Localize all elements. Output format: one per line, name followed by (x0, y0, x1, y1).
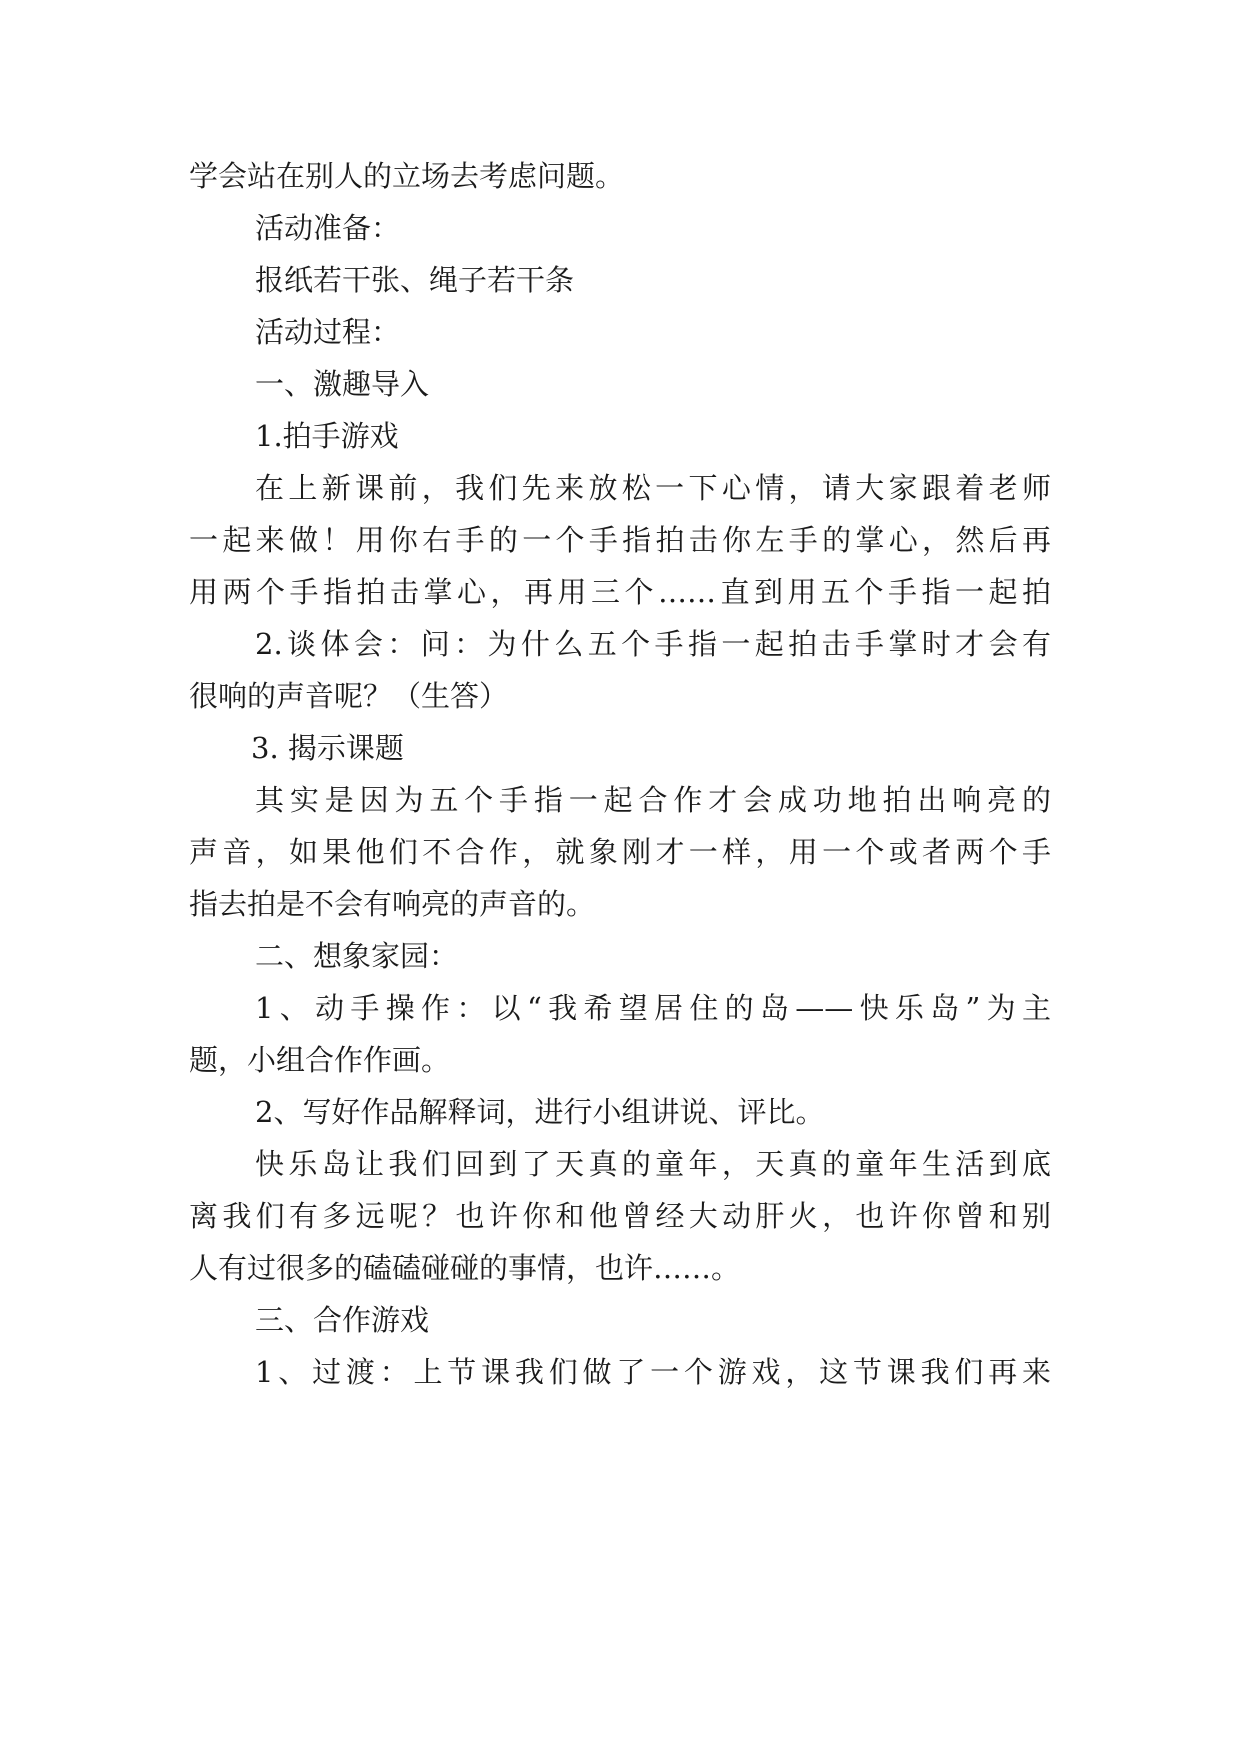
section-heading-3: 三、合作游戏 (255, 1303, 430, 1337)
paragraph-line: 用两个手指拍击掌心，再用三个……直到用五个手指一起拍 (189, 575, 1051, 609)
paragraph-line: 很响的声音呢？（生答） (189, 679, 509, 713)
paragraph-line: 指去拍是不会有响亮的声音的。 (189, 887, 596, 921)
paragraph-line: 2、写好作品解释词，进行小组讲说、评比。 (255, 1095, 825, 1129)
text-line: 报纸若干张、绳子若干条 (255, 263, 575, 297)
paragraph-line: 1、动手操作：以“我希望居住的岛——快乐岛”为主 (255, 991, 1051, 1025)
paragraph-line: 其实是因为五个手指一起合作才会成功地拍出响亮的 (255, 783, 1051, 817)
paragraph-line: 一起来做！用你右手的一个手指拍击你左手的掌心，然后再 (189, 523, 1051, 557)
section-label-preparation: 活动准备： (255, 211, 401, 245)
section-label-process: 活动过程： (255, 315, 401, 349)
paragraph-line: 人有过很多的磕磕碰碰的事情，也许……。 (189, 1251, 741, 1285)
text-line: 学会站在别人的立场去考虑问题。 (189, 159, 625, 193)
paragraph-line: 在上新课前，我们先来放松一下心情，请大家跟着老师 (255, 471, 1051, 505)
subheading: 1.拍手游戏 (255, 419, 399, 453)
paragraph-line: 题，小组合作作画。 (189, 1043, 451, 1077)
paragraph-line: 声音，如果他们不合作，就象刚才一样，用一个或者两个手 (189, 835, 1051, 869)
section-heading-1: 一、激趣导入 (255, 367, 430, 401)
section-heading-2: 二、想象家园： (255, 939, 459, 973)
subheading: 3. 揭示课题 (251, 731, 404, 765)
paragraph-line: 1、过渡：上节课我们做了一个游戏，这节课我们再来 (255, 1355, 1051, 1389)
paragraph-line: 2.谈体会：问：为什么五个手指一起拍击手掌时才会有 (255, 627, 1051, 661)
paragraph-line: 离我们有多远呢？也许你和他曾经大动肝火，也许你曾和别 (189, 1199, 1051, 1233)
paragraph-line: 快乐岛让我们回到了天真的童年，天真的童年生活到底 (255, 1147, 1051, 1181)
